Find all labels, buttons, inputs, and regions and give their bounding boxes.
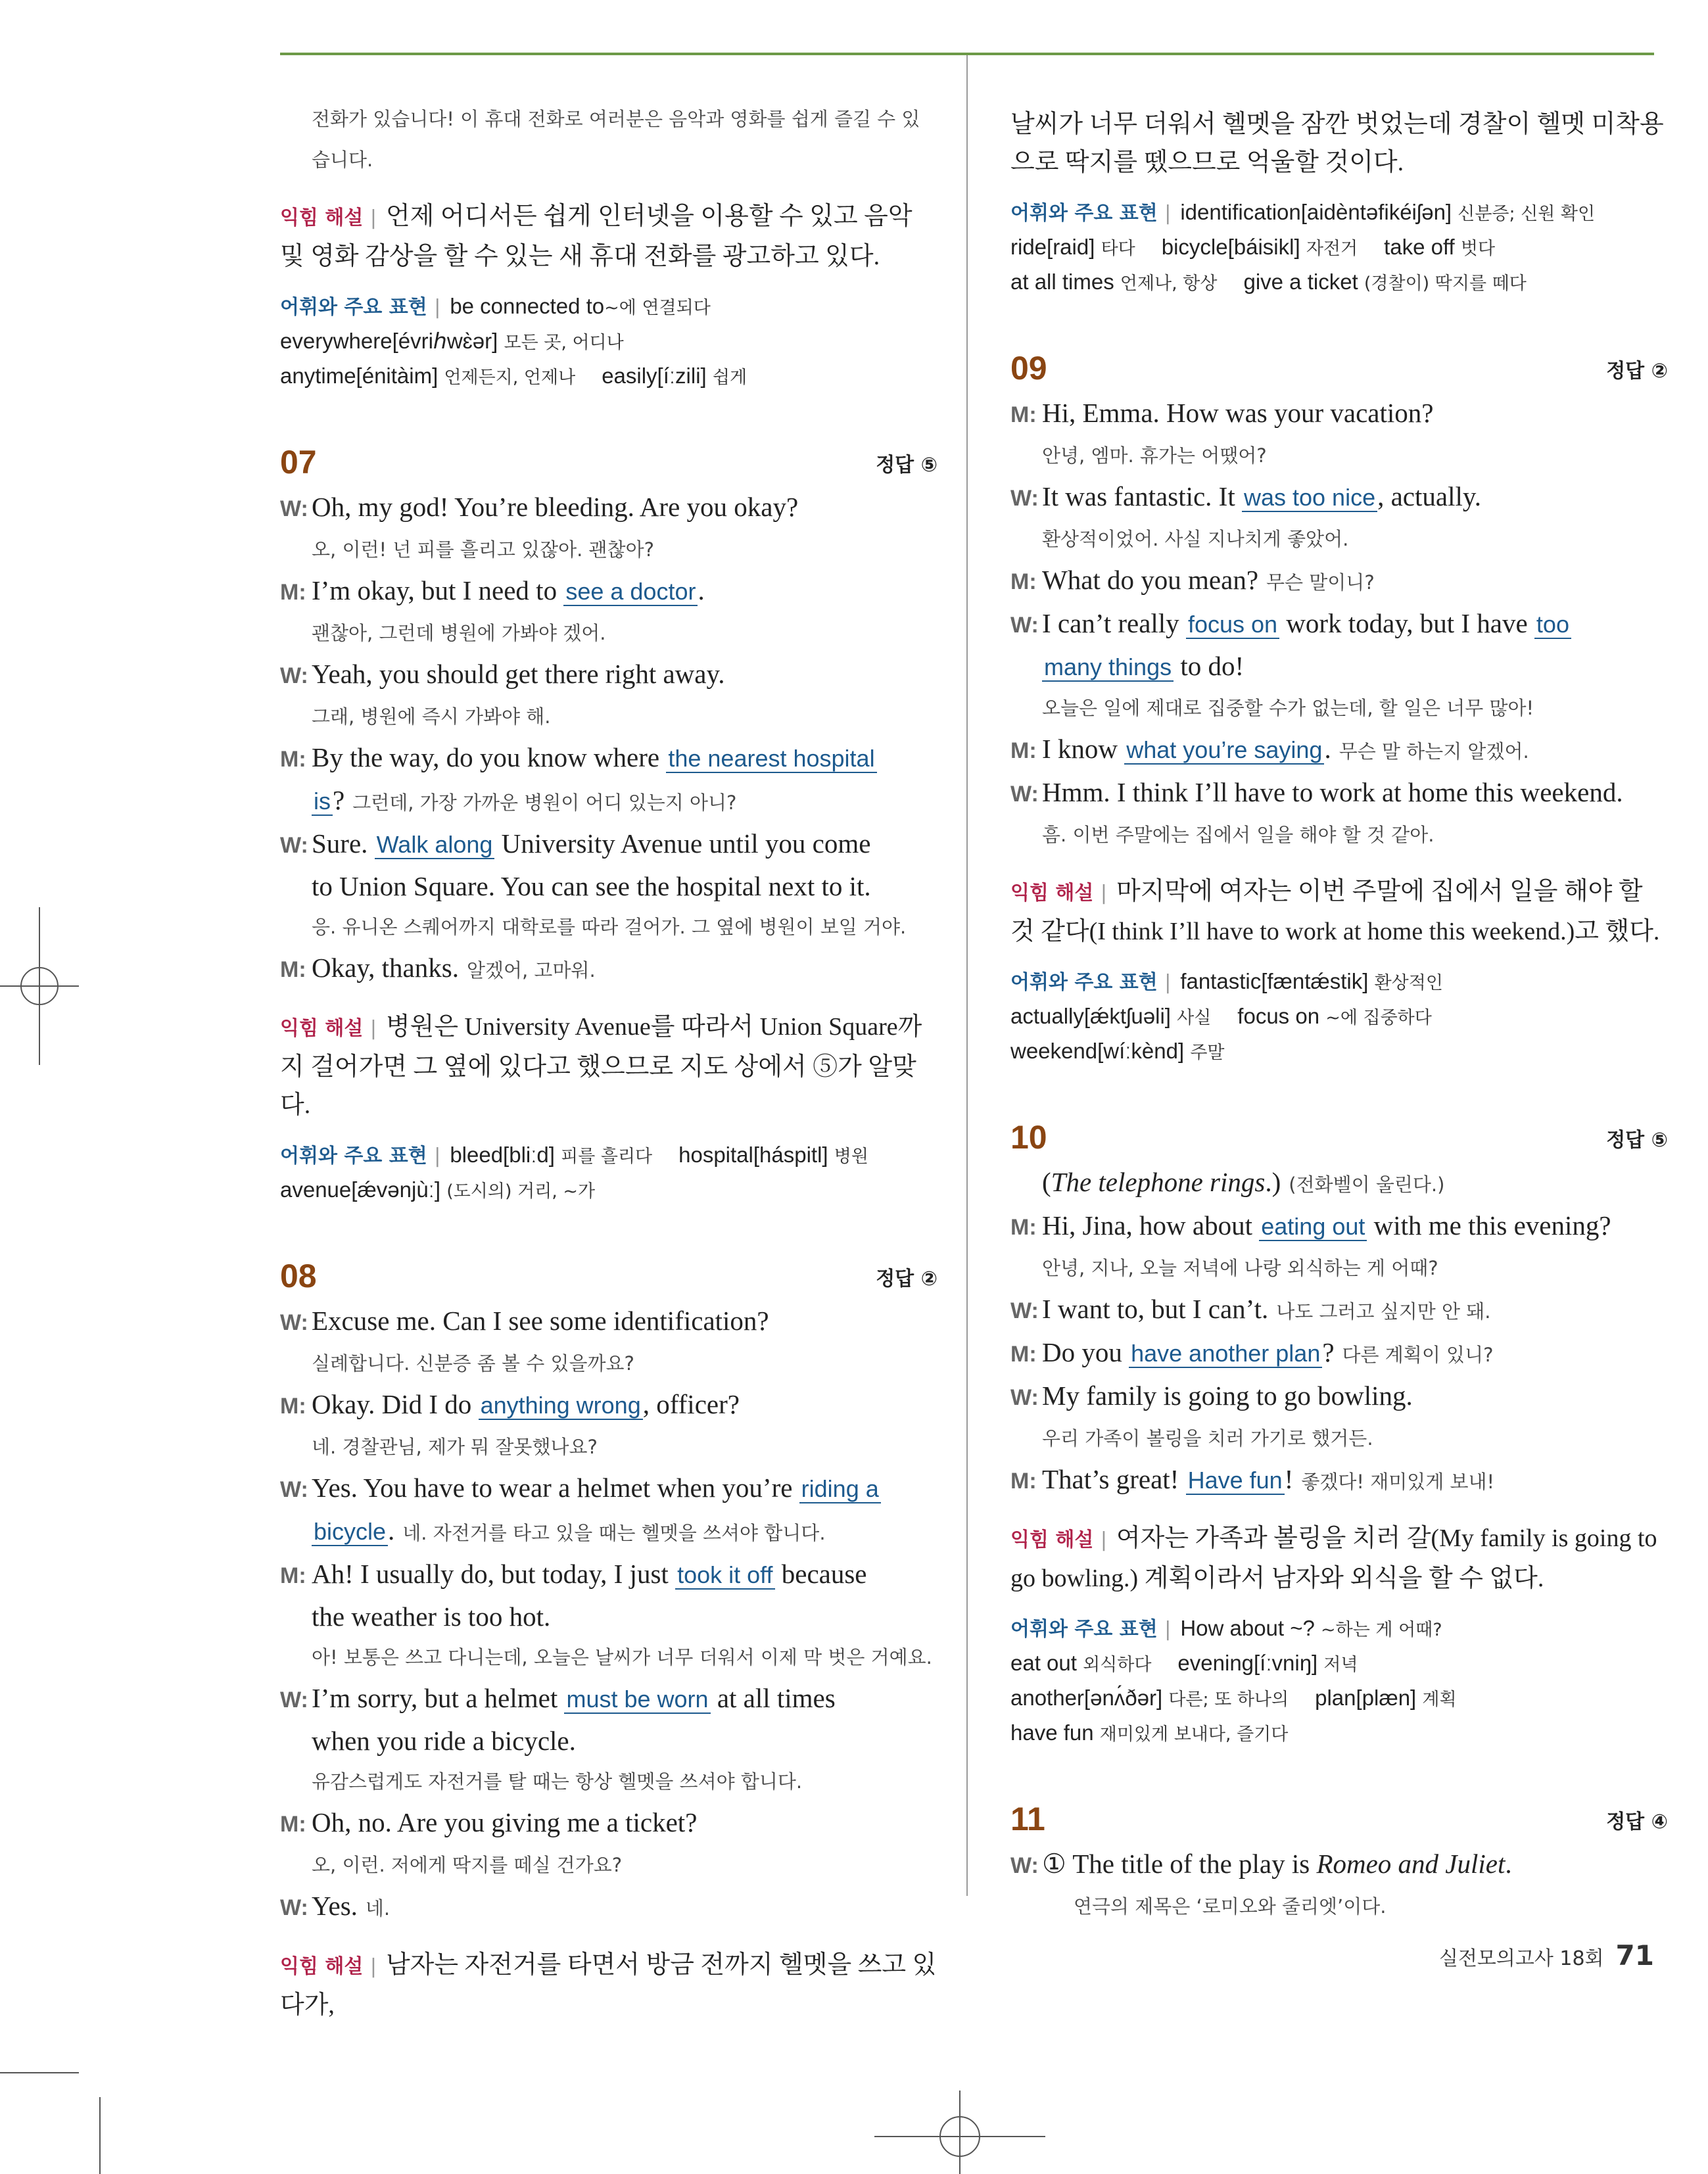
translation: 오늘은 일에 제대로 집중할 수가 없는데, 할 일은 너무 많아! <box>1042 697 1534 719</box>
left-column <box>280 99 937 2024</box>
explanation: 익힘 해설 | 병원은 University Avenue를 따라서 Union Square까지 걸어가면 그 옆에 있다고 했으므로 지도 상에서 ⑤가 알맞다. <box>280 1013 922 1119</box>
blank-answer: Have fun <box>1186 1467 1285 1495</box>
blank-answer: many things <box>1042 653 1174 682</box>
explanation: 익힘 해설 | 남자는 자전거를 타면서 방금 전까지 헬멧을 쓰고 있다가, <box>280 1951 937 2019</box>
translation: 응. 유니온 스퀘어까지 대학로를 따라 걸어가. 그 옆에 병원이 보일 거야. <box>312 916 907 938</box>
dialogue-line: M: I know what you’re saying. 무슨 말 하는지 알겠어. <box>1010 734 1529 764</box>
dialogue-line: W: Hmm. I think I’ll have to work at home this weekend. <box>1010 777 1623 807</box>
dialogue-line: W: It was fantastic. It was too nice, actually. <box>1010 481 1481 511</box>
translation: 네. 경찰관님, 제가 뭐 잘못했나요? <box>312 1436 598 1458</box>
dialogue-line: W: I can’t really focus on work today, but I have too <box>1010 603 1668 646</box>
vocab-box: 어휘와 주요 표현 | bleed[bliːd] 피를 흘리다 hospital[háspitl] 병원 avenue[ǽvənjùː] (도시의) 거리, ~가 <box>280 1143 868 1202</box>
q08-vocab-box: 어휘와 주요 표현 | identification[aidèntəfikéiʃən] 신분증; 신원 확인 ride[raid] 타다 bicycle[báisikl] 자전거 take off 벗다 at all times 언제나, 항상 give a ticket (경찰이) 딱지를 떼다 <box>1010 200 1596 294</box>
translation: 그래, 병원에 즉시 가봐야 해. <box>312 705 551 728</box>
translation: 오, 이런. 저에게 딱지를 떼실 건가요? <box>312 1854 623 1876</box>
dialogue-line: W: My family is going to go bowling. <box>1010 1381 1413 1411</box>
page-number: 71 <box>1615 1939 1654 1972</box>
answer-label: 정답 ④ <box>1606 1810 1668 1833</box>
translation: 괜찮아, 그런데 병원에 가봐야 겠어. <box>312 622 606 644</box>
column-divider <box>966 55 968 1896</box>
blank-answer: anything wrong <box>479 1392 643 1420</box>
stage-direction: (The telephone rings.) (전화벨이 울린다.) <box>1042 1167 1445 1197</box>
translation: 실례합니다. 신분증 좀 볼 수 있을까요? <box>312 1352 634 1375</box>
blank-answer: Walk along <box>375 831 495 859</box>
dialogue-line: W: I want to, but I can’t. 나도 그러고 싶지만 안 돼. <box>1010 1294 1491 1324</box>
crop-mark-bottom-left <box>0 2071 105 2174</box>
dialogue-line: M: Hi, Jina, how about eating out with me this evening? <box>1010 1210 1611 1241</box>
blank-answer: riding a <box>799 1475 881 1503</box>
explanation-label: 익힘 해설 | <box>280 206 377 229</box>
registration-mark-bottom <box>874 2091 1045 2174</box>
blank-answer: what you’re saying <box>1124 736 1324 765</box>
question-09-header <box>1010 333 1668 392</box>
dialogue-line: bicycle. 네. 자전거를 타고 있을 때는 헬멧을 쓰셔야 합니다. <box>280 1510 937 1553</box>
translation: 연극의 제목은 ‘로미오와 줄리엣’이다. <box>1074 1895 1387 1918</box>
dialogue-line: M: Do you have another plan? 다른 계획이 있니? <box>1010 1337 1494 1367</box>
registration-mark-left <box>0 907 85 1065</box>
dialogue-line: to Union Square. You can see the hospital next to it. <box>312 871 871 901</box>
question-11-header <box>1010 1784 1668 1843</box>
dialogue-line: W: Excuse me. Can I see some identification? <box>280 1306 769 1336</box>
dialogue-line: M: What do you mean? 무슨 말이니? <box>1010 565 1375 595</box>
dialogue-line: when you ride a bicycle. <box>312 1726 576 1756</box>
dialogue-line: W: ① The title of the play is Romeo and Juliet. <box>1010 1849 1512 1879</box>
explanation: 익힘 해설 | 마지막에 여자는 이번 주말에 집에서 일을 해야 할 것 같다(I think I’ll have to work at home this weekend.)고 했다. <box>1010 878 1660 945</box>
blank-answer: too <box>1534 611 1571 639</box>
blank-answer: took it off <box>675 1561 774 1590</box>
dialogue-line: M: By the way, do you know where the nearest hospital <box>280 737 937 780</box>
translation: 안녕, 엠마. 휴가는 어땠어? <box>1042 444 1267 467</box>
intro-vocab: 어휘와 주요 표현 | be connected to~에 연결되다 everywhere[évriℎwɛ̀ər] 모든 곳, 어디나 anytime[énitàim] 언제든지, 언제나 easily[íːzili] 쉽게 <box>280 294 747 388</box>
dialogue-line: the weather is too hot. <box>312 1601 551 1632</box>
answer-label: 정답 ⑤ <box>876 454 937 477</box>
translation: 안녕, 지나, 오늘 저녁에 나랑 외식하는 게 어때? <box>1042 1257 1438 1279</box>
right-column <box>1010 99 1668 1927</box>
question-number: 07 <box>280 444 317 481</box>
translation: 유감스럽게도 자전거를 탈 때는 항상 헬멧을 쓰셔야 합니다. <box>312 1770 803 1793</box>
q08-explanation-continued: 날씨가 너무 더워서 헬멧을 잠깐 벗었는데 경찰이 헬멧 미착용으로 딱지를 뗐으므로 억울할 것이다. <box>1010 110 1664 176</box>
vocab-box: 어휘와 주요 표현 | fantastic[fæntǽstik] 환상적인 actually[ǽktʃuəli] 사실 focus on ~에 집중하다 weekend[wíːkènd] 주말 <box>1010 969 1443 1063</box>
dialogue-line: W: I’m sorry, but a helmet must be worn at all times <box>280 1683 836 1713</box>
dialogue-line: is? 그런데, 가장 가까운 병원이 어디 있는지 아니? <box>280 780 937 823</box>
dialogue-line: M: Okay, thanks. 알겠어, 고마워. <box>280 953 596 983</box>
translation: 오, 이런! 넌 피를 흘리고 있잖아. 괜찮아? <box>312 538 654 561</box>
dialogue-line: W: Oh, my god! You’re bleeding. Are you okay? <box>280 492 799 522</box>
blank-answer: see a doctor <box>563 578 698 606</box>
answer-label: 정답 ② <box>1606 360 1668 383</box>
answer-label: 정답 ② <box>876 1267 937 1290</box>
question-08-header <box>280 1241 937 1300</box>
question-number: 10 <box>1010 1119 1047 1156</box>
intro-line-2: 습니다. <box>312 149 373 171</box>
dialogue-line: W: Yes. You have to wear a helmet when you’re riding a <box>280 1467 937 1510</box>
translation: 아! 보통은 쓰고 다니는데, 오늘은 날씨가 너무 더워서 이제 막 벗은 거예요. <box>312 1646 932 1668</box>
intro-explanation: 익힘 해설 | 언제 어디서든 쉽게 인터넷을 이용할 수 있고 음악 및 영화 감상을 할 수 있는 새 휴대 전화를 광고하고 있다. <box>280 202 913 270</box>
translation: 흠. 이번 주말에는 집에서 일을 해야 할 것 같아. <box>1042 824 1435 846</box>
question-07-header <box>280 427 937 486</box>
dialogue-line: M: That’s great! Have fun! 좋겠다! 재미있게 보내! <box>1010 1464 1495 1494</box>
dialogue-line: M: Okay. Did I do anything wrong, officer? <box>280 1389 740 1419</box>
dialogue-line: M: Ah! I usually do, but today, I just took it off because <box>280 1559 867 1589</box>
translation: 환상적이었어. 사실 지나치게 좋았어. <box>1042 528 1349 550</box>
dialogue-line: W: Yeah, you should get there right away. <box>280 659 725 689</box>
explanation: 익힘 해설 | 여자는 가족과 볼링을 치러 갈(My family is going to go bowling.) 계획이라서 남자와 외식을 할 수 없다. <box>1010 1524 1657 1592</box>
page-footer <box>1439 1939 1654 1972</box>
dialogue-line: many things to do! <box>1010 646 1668 688</box>
dialogue-line: W: Yes. 네. <box>280 1891 391 1921</box>
footer-title: 실전모의고사 18회 <box>1438 1947 1604 1970</box>
dialogue-line: M: I’m okay, but I need to see a doctor. <box>280 575 705 605</box>
dialogue-line: M: Hi, Emma. How was your vacation? <box>1010 398 1434 428</box>
question-10-header <box>1010 1102 1668 1162</box>
blank-answer: must be worn <box>564 1686 710 1714</box>
blank-answer: is <box>312 788 333 816</box>
question-number: 08 <box>280 1258 317 1294</box>
question-number: 11 <box>1010 1801 1045 1837</box>
blank-answer: focus on <box>1186 611 1279 639</box>
vocab-box: 어휘와 주요 표현 | How about ~? ~하는 게 어때? eat out 외식하다 evening[íːvniŋ] 저녁 another[ənʌ́ðər] 다른; 또 하나의 plan[plæn] 계획 have fun 재미있게 보내다, 즐기다 <box>1010 1616 1457 1745</box>
blank-answer: eating out <box>1259 1213 1367 1241</box>
blank-answer: the nearest hospital <box>666 745 876 773</box>
intro-line-1: 전화가 있습니다! 이 휴대 전화로 여러분은 음악과 영화를 쉽게 즐길 수 있 <box>312 108 920 130</box>
answer-label: 정답 ⑤ <box>1606 1129 1668 1152</box>
translation: 우리 가족이 볼링을 치러 가기로 했거든. <box>1042 1427 1373 1450</box>
dialogue-line: M: Oh, no. Are you giving me a ticket? <box>280 1807 698 1837</box>
blank-answer: bicycle <box>312 1518 388 1546</box>
blank-answer: have another plan <box>1129 1340 1322 1368</box>
blank-answer: was too nice <box>1242 484 1377 512</box>
question-number: 09 <box>1010 350 1047 387</box>
dialogue-line: W: Sure. Walk along University Avenue until you come <box>280 828 871 859</box>
